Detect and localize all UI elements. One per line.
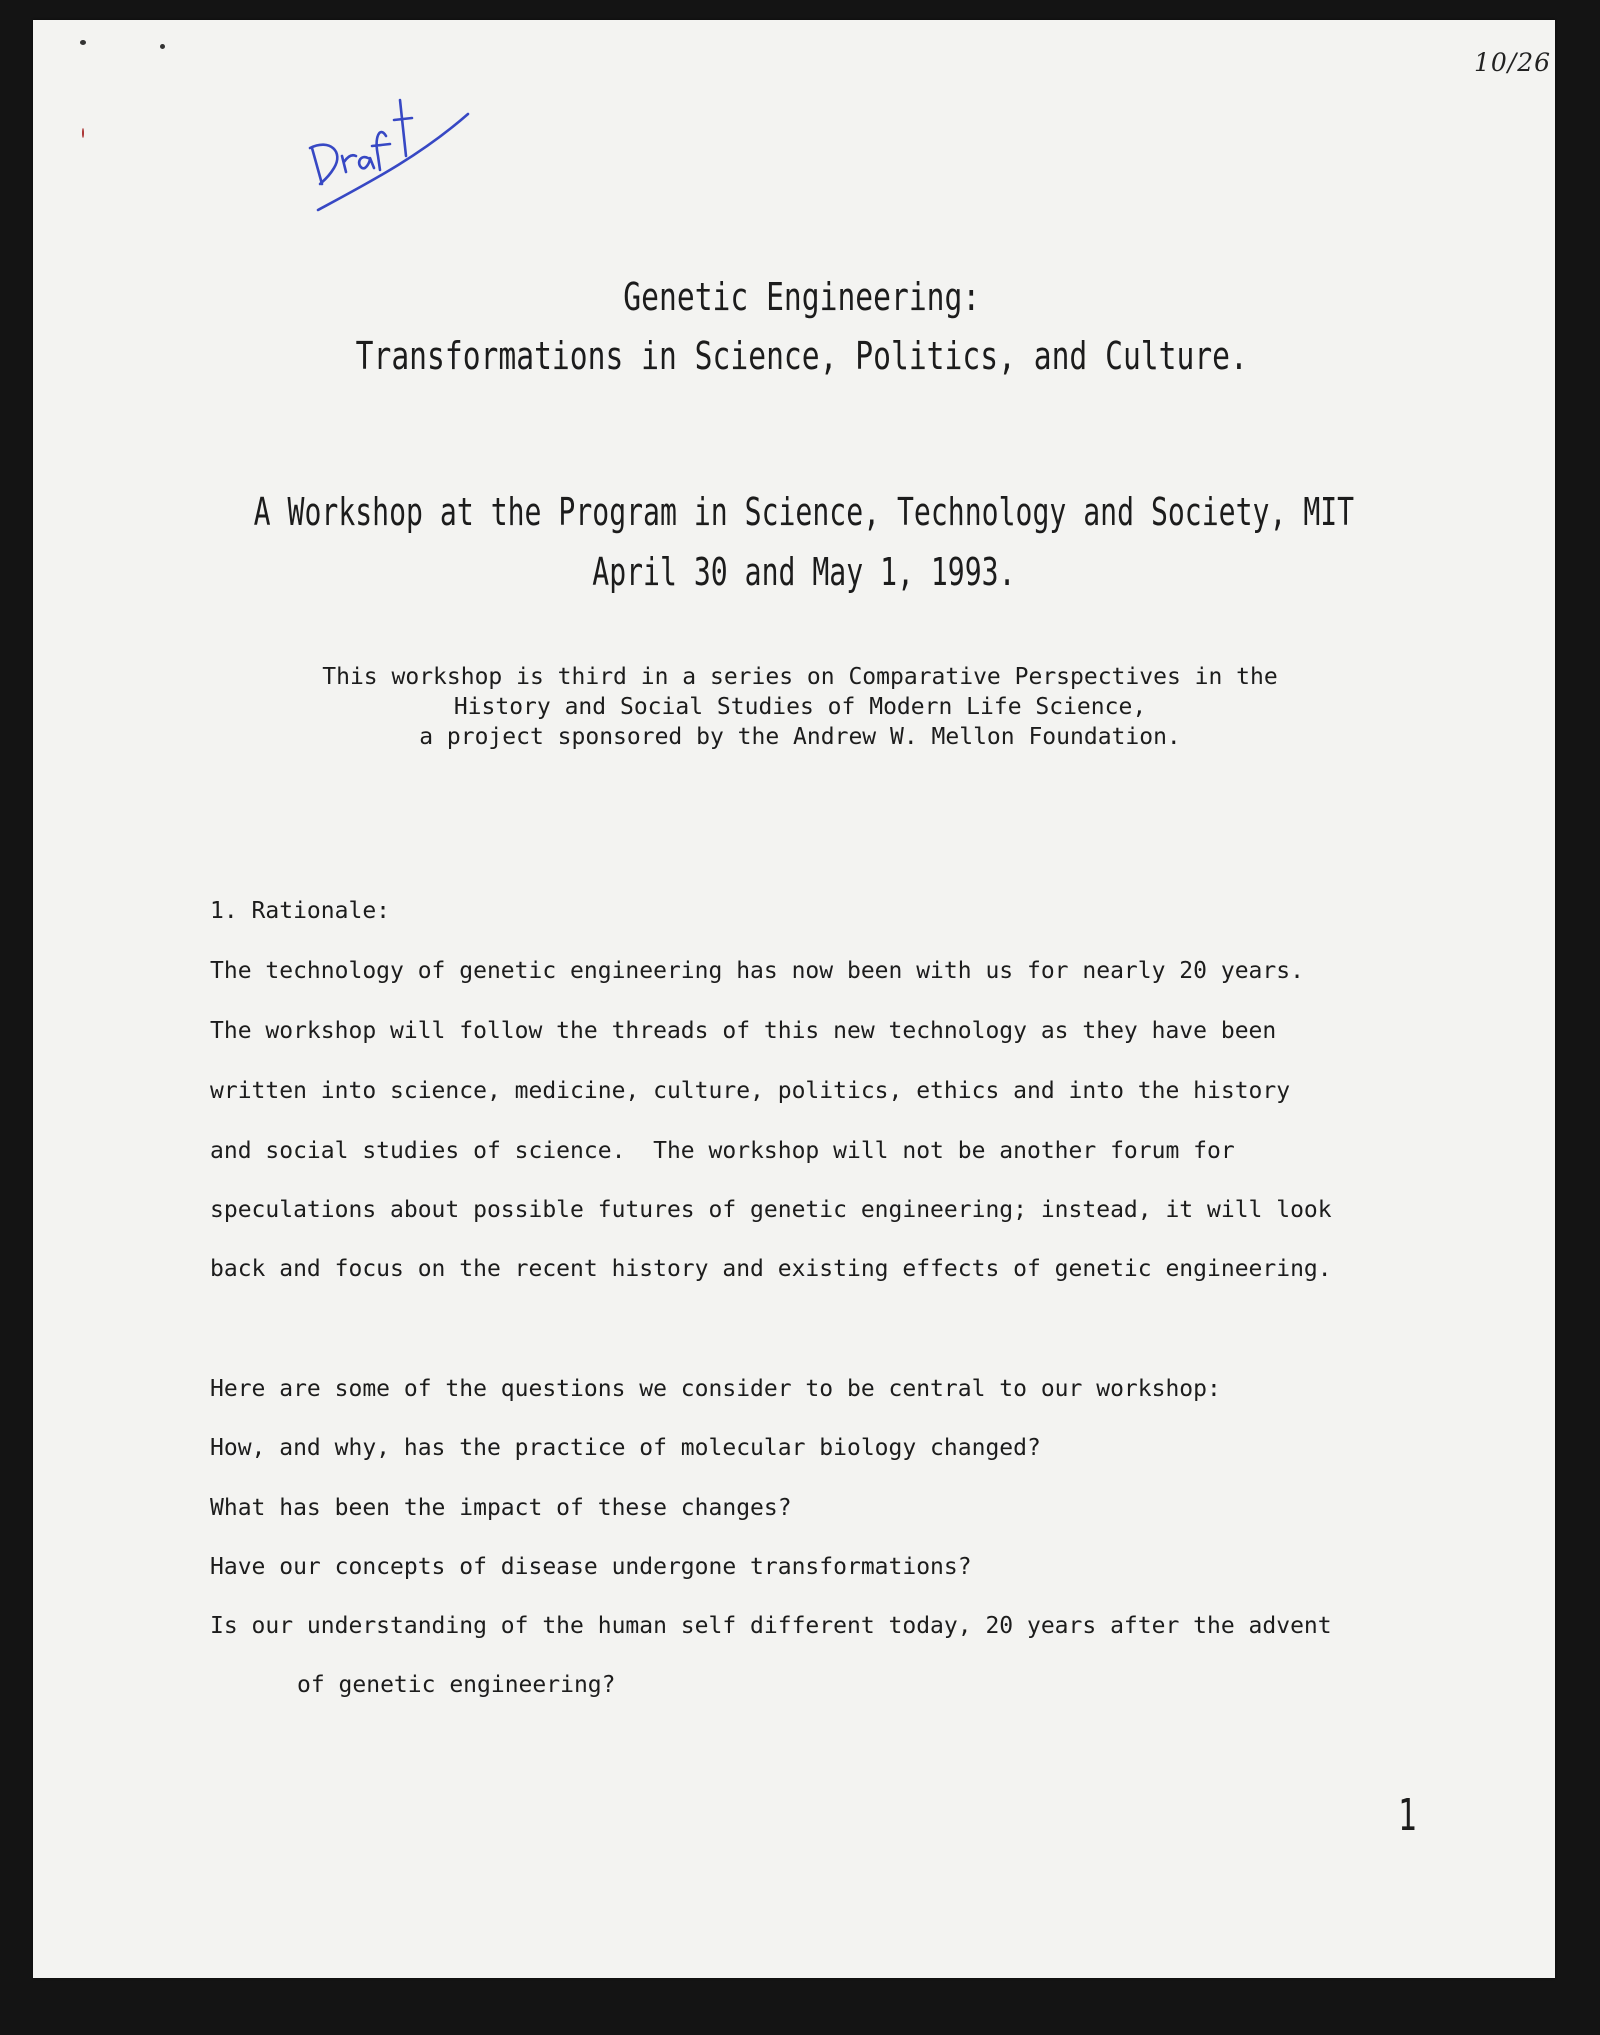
question-item: Is our understanding of the human self different today, 20 years after the advent <box>210 1613 1332 1639</box>
scan-speck <box>160 44 165 49</box>
question-item: Have our concepts of disease undergone transformations? <box>210 1554 972 1580</box>
sponsor-line-3: a project sponsored by the Andrew W. Mellon Foundation. <box>419 724 1181 750</box>
rationale-line: written into science, medicine, culture, politics, ethics and into the history <box>210 1078 1291 1104</box>
document-title-line-2: Transformations in Science, Politics, and Culture. <box>355 334 1248 378</box>
rationale-line: The technology of genetic engineering has now been with us for nearly 20 years. <box>210 958 1304 984</box>
rationale-line: The workshop will follow the threads of this new technology as they have been <box>210 1018 1277 1044</box>
questions-intro: Here are some of the questions we consider to be central to our workshop: <box>210 1376 1221 1402</box>
draft-handwriting <box>300 86 480 216</box>
section-heading-rationale: 1. Rationale: <box>210 898 391 924</box>
page-number: 1 <box>1397 1790 1417 1841</box>
handwritten-page-ref: 10/26 <box>1474 48 1552 77</box>
sponsor-line-1: This workshop is third in a series on Comparative Perspectives in the <box>322 664 1278 690</box>
scan-speck <box>80 40 86 45</box>
rationale-line: and social studies of science. The workshop will not be another forum for <box>210 1138 1235 1164</box>
scan-speck <box>82 128 84 138</box>
workshop-date: April 30 and May 1, 1993. <box>592 550 1016 594</box>
question-item: What has been the impact of these changes? <box>210 1495 792 1521</box>
sponsor-note <box>0 662 1600 752</box>
rationale-line: back and focus on the recent history and existing effects of genetic engineering. <box>210 1256 1332 1282</box>
workshop-heading-line-1: A Workshop at the Program in Science, Technology and Society, MIT <box>253 490 1355 534</box>
rationale-line: speculations about possible futures of genetic engineering; instead, it will look <box>210 1197 1332 1223</box>
question-item-continuation: of genetic engineering? <box>297 1672 616 1698</box>
question-item: How, and why, has the practice of molecular biology changed? <box>210 1435 1041 1461</box>
document-title-line-1: Genetic Engineering: <box>623 275 981 319</box>
sponsor-line-2: History and Social Studies of Modern Life Science, <box>453 694 1147 720</box>
